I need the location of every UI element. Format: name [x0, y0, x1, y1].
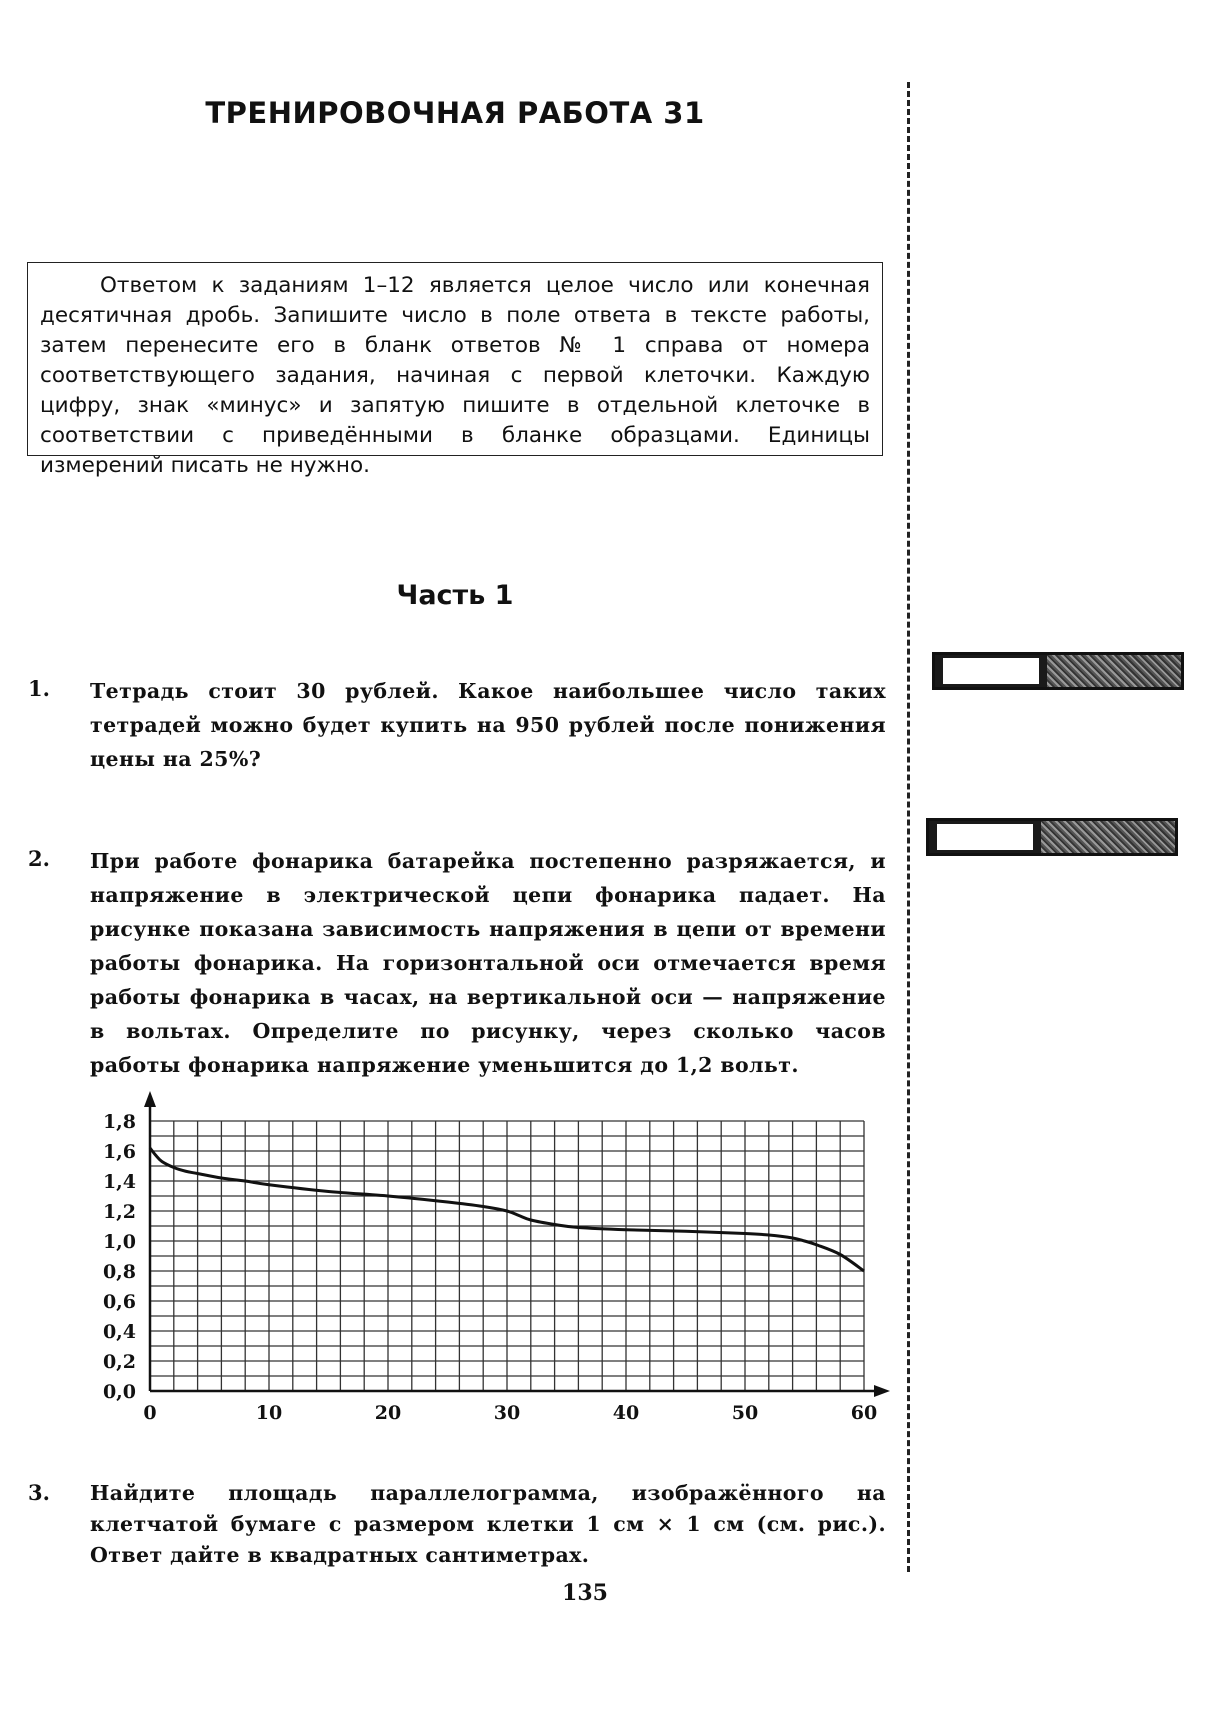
answer-box-1[interactable] [932, 652, 1184, 690]
x-axis-arrow [874, 1385, 890, 1397]
y-tick-label: 0,8 [102, 1261, 136, 1283]
answer-box-2[interactable] [926, 818, 1178, 856]
x-tick-label: 40 [612, 1402, 640, 1424]
chart-grid [150, 1121, 864, 1391]
instructions-box: Ответом к заданиям 1–12 является целое число или конечная десятичная дробь. Запишите число в поле ответа в тексте работы, затем перенесите его в бланк ответов № 1 справа от номера соответствующего задания, начиная с первой клеточки. Каждую цифру, знак «минус» и запятую пишите в отдельной клеточке в соответствии с приведёнными в бланке образцами. Единицы измерений писать не нужно. [27, 262, 883, 456]
y-axis-arrow [144, 1091, 156, 1107]
y-tick-label: 1,4 [102, 1171, 136, 1193]
voltage-chart [50, 1085, 890, 1425]
cut-line [907, 82, 910, 1572]
x-tick-label: 30 [493, 1402, 521, 1424]
y-tick-label: 0,6 [102, 1291, 136, 1313]
y-tick-label: 1,8 [102, 1111, 136, 1133]
x-tick-label: 60 [850, 1402, 878, 1424]
question-2-number: 2. [28, 846, 50, 871]
question-3-number: 3. [28, 1480, 50, 1505]
y-tick-labels [103, 1111, 136, 1403]
question-1-number: 1. [28, 676, 50, 701]
y-tick-label: 1,2 [102, 1201, 136, 1223]
y-tick-label: 1,0 [102, 1231, 136, 1253]
y-tick-label: 0,2 [102, 1351, 136, 1373]
page-number: 135 [562, 1580, 608, 1606]
part-title: Часть 1 [396, 580, 514, 611]
question-3-text: Найдите площадь параллелограмма, изображённого на клетчатой бумаге с размером клетки 1 см × 1 см (см. рис.). Ответ дайте в квадратных сантиметрах. [90, 1481, 886, 1567]
question-2-text: При работе фонарика батарейка постепенно разряжается, и напряжение в электрической цепи фонарика падает. На рисунке показана зависимость напряжения в цепи от времени работы фонарика. На горизонтальной оси отмечается время работы фонарика в часах, на вертикальной оси — напряжение в вольтах. Определите по рисунку, через сколько часов работы фонарика напряжение уменьшится до 1,2 вольт. [90, 849, 886, 1077]
x-tick-labels [143, 1402, 877, 1424]
x-tick-label: 10 [255, 1402, 283, 1424]
answer-cell[interactable] [943, 658, 1039, 684]
x-tick-label: 20 [374, 1402, 402, 1424]
x-tick-label: 50 [731, 1402, 759, 1424]
question-1-text: Тетрадь стоит 30 рублей. Какое наибольшее число таких тетрадей можно будет купить на 950 рублей после понижения цены на 25%? [90, 679, 886, 771]
y-tick-label: 1,6 [102, 1141, 136, 1163]
x-tick-label: 0 [143, 1402, 157, 1424]
chart-axes [144, 1091, 890, 1397]
page-title: ТРЕНИРОВОЧНАЯ РАБОТА 31 [205, 96, 705, 130]
y-tick-label: 0,0 [102, 1381, 136, 1403]
answer-cell[interactable] [937, 824, 1033, 850]
y-tick-label: 0,4 [102, 1321, 136, 1343]
